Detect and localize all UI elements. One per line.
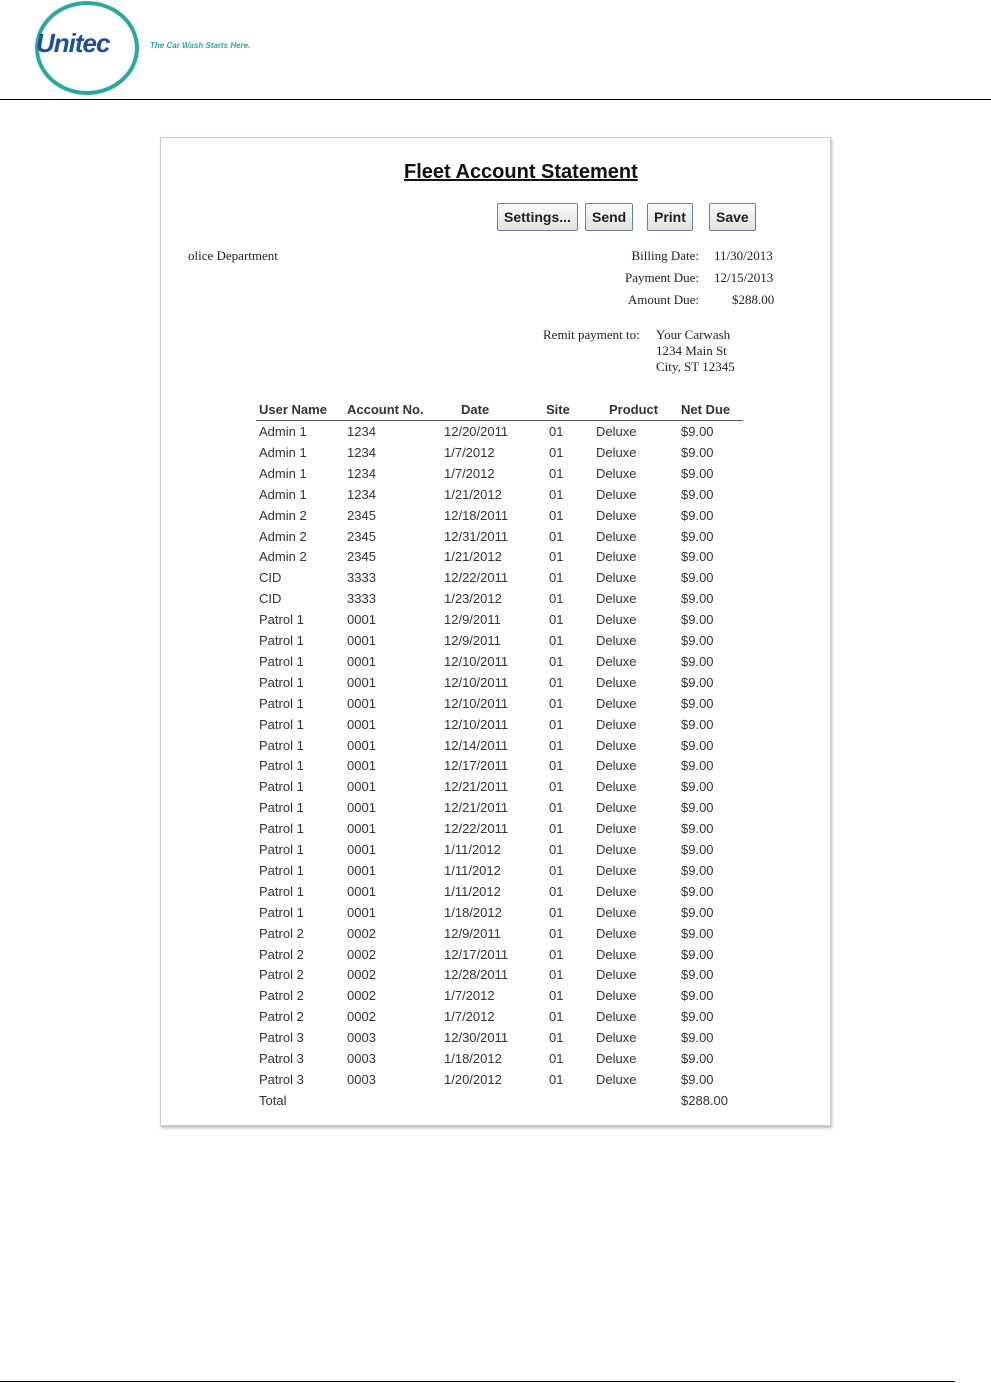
cell-site: 01 (549, 758, 564, 774)
cell-site: 01 (549, 653, 564, 669)
cell-user-name: Patrol 3 (259, 1051, 304, 1066)
payment-due: 12/15/2013 (714, 270, 774, 285)
table-row (256, 675, 743, 695)
cell-net-due: $9.00 (681, 1009, 714, 1025)
cell-user-name: Patrol 2 (259, 1009, 304, 1025)
cell-user-name: Patrol 1 (259, 758, 304, 774)
cell-date: 12/21/2011 (444, 800, 509, 816)
logo-text: Unitec (36, 28, 110, 58)
cell-net-due: $9.00 (681, 549, 714, 565)
table-row (256, 1030, 743, 1050)
cell-date: 12/31/2011 (444, 528, 509, 544)
total-value: $288.00 (681, 1092, 728, 1108)
print-button[interactable]: Print (647, 203, 693, 231)
cell-product: Deluxe (596, 465, 637, 481)
table-row (256, 947, 743, 967)
cell-net-due: $9.00 (681, 633, 714, 648)
table-row (256, 967, 743, 987)
cell-account-no: 0003 (347, 1071, 376, 1087)
cell-product: Deluxe (596, 1009, 637, 1025)
cell-date: 12/10/2011 (444, 716, 509, 732)
cell-site: 01 (549, 716, 564, 732)
cell-product: Deluxe (596, 883, 637, 899)
cell-date: 12/10/2011 (444, 653, 509, 669)
cell-site: 01 (549, 1051, 564, 1066)
cell-account-no: 1234 (347, 486, 376, 502)
table-row (256, 800, 743, 820)
cell-net-due: $9.00 (681, 507, 714, 523)
cell-net-due: $9.00 (681, 653, 714, 669)
cell-site: 01 (549, 862, 564, 878)
cell-account-no: 2345 (347, 507, 376, 523)
cell-product: Deluxe (596, 800, 637, 816)
cell-date: 1/7/2012 (444, 465, 495, 481)
cell-site: 01 (549, 591, 564, 607)
cell-user-name: Patrol 1 (259, 821, 304, 837)
cell-net-due: $9.00 (681, 904, 714, 920)
table-row (256, 487, 743, 507)
cell-account-no: 0002 (347, 967, 376, 983)
cell-net-due: $9.00 (681, 424, 714, 439)
cell-date: 1/18/2012 (444, 1051, 502, 1066)
cell-account-no: 0001 (347, 821, 376, 837)
col-site: Site (546, 402, 570, 417)
cell-account-no: 0001 (347, 633, 376, 648)
cell-product: Deluxe (596, 1071, 637, 1087)
table-row (256, 821, 743, 841)
remit-label: Remit payment to: (543, 327, 640, 342)
cell-date: 1/7/2012 (444, 444, 495, 460)
cell-net-due: $9.00 (681, 842, 714, 857)
cell-date: 12/9/2011 (444, 633, 501, 648)
table-row (256, 696, 743, 716)
settings-button[interactable]: Settings... (497, 203, 578, 231)
cell-account-no: 0003 (347, 1051, 376, 1066)
payment-due-label: Payment Due: (624, 270, 699, 285)
cell-net-due: $9.00 (681, 486, 714, 502)
customer-name: olice Department (188, 248, 278, 263)
cell-site: 01 (549, 1071, 564, 1087)
cell-product: Deluxe (596, 424, 637, 439)
cell-account-no: 0001 (347, 653, 376, 669)
cell-product: Deluxe (596, 946, 637, 962)
cell-date: 12/9/2011 (444, 612, 501, 628)
cell-product: Deluxe (596, 737, 637, 753)
cell-date: 1/7/2012 (444, 988, 495, 1004)
cell-account-no: 2345 (347, 528, 376, 544)
save-button[interactable]: Save (709, 203, 756, 231)
amount-due: $288.00 (732, 292, 775, 307)
cell-date: 1/11/2012 (444, 883, 501, 899)
remit-line: 1234 Main St (656, 343, 727, 358)
send-button[interactable]: Send (585, 203, 633, 231)
col-net-due: Net Due (681, 402, 731, 417)
cell-product: Deluxe (596, 925, 637, 941)
cell-site: 01 (549, 528, 564, 544)
cell-date: 12/10/2011 (444, 695, 509, 711)
cell-site: 01 (549, 737, 564, 753)
cell-user-name: Admin 1 (259, 424, 307, 439)
cell-net-due: $9.00 (681, 1071, 714, 1087)
cell-account-no: 0001 (347, 737, 376, 753)
cell-net-due: $9.00 (681, 883, 714, 899)
cell-site: 01 (549, 988, 564, 1004)
cell-site: 01 (549, 883, 564, 899)
statement-window (160, 137, 831, 1126)
footer-divider (0, 1381, 955, 1382)
cell-account-no: 0002 (347, 988, 376, 1004)
cell-user-name: CID (259, 591, 282, 607)
cell-product: Deluxe (596, 570, 637, 586)
cell-date: 12/30/2011 (444, 1030, 509, 1046)
cell-user-name: Admin 2 (259, 549, 307, 565)
cell-account-no: 2345 (347, 549, 376, 565)
amount-due-label: Amount Due: (627, 292, 699, 307)
table-row (256, 570, 743, 590)
table-row (256, 905, 743, 925)
cell-user-name: Patrol 1 (259, 779, 304, 795)
table-row (256, 633, 743, 653)
table-row (256, 884, 743, 904)
col-account-no: Account No. (347, 402, 424, 417)
cell-account-no: 0001 (347, 695, 376, 711)
cell-product: Deluxe (596, 549, 637, 565)
cell-date: 12/22/2011 (444, 570, 509, 586)
tagline: The Car Wash Starts Here. (150, 41, 251, 50)
cell-net-due: $9.00 (681, 821, 714, 837)
table-row (256, 926, 743, 946)
cell-user-name: Patrol 1 (259, 674, 304, 690)
cell-user-name: Patrol 1 (259, 904, 304, 920)
table-row (256, 758, 743, 778)
cell-date: 1/7/2012 (444, 1009, 495, 1025)
cell-date: 1/23/2012 (444, 591, 502, 607)
col-user-name: User Name (259, 402, 327, 417)
cell-date: 12/10/2011 (444, 674, 509, 690)
table-row (256, 988, 743, 1008)
cell-date: 12/22/2011 (444, 821, 509, 837)
cell-user-name: Admin 1 (259, 444, 307, 460)
cell-user-name: Patrol 2 (259, 946, 304, 962)
cell-date: 12/21/2011 (444, 779, 509, 795)
cell-product: Deluxe (596, 612, 637, 628)
cell-product: Deluxe (596, 779, 637, 795)
cell-site: 01 (549, 444, 564, 460)
cell-date: 1/21/2012 (444, 486, 502, 502)
cell-site: 01 (549, 946, 564, 962)
table-row (256, 654, 743, 674)
cell-product: Deluxe (596, 528, 637, 544)
cell-date: 12/14/2011 (444, 737, 509, 753)
col-product: Product (609, 402, 659, 417)
transactions-table (256, 402, 743, 1117)
billing-date-label: Billing Date: (631, 248, 699, 263)
table-row (256, 1051, 743, 1071)
total-label: Total (259, 1092, 287, 1108)
cell-net-due: $9.00 (681, 946, 714, 962)
cell-net-due: $9.00 (681, 737, 714, 753)
cell-site: 01 (549, 570, 564, 586)
cell-net-due: $9.00 (681, 528, 714, 544)
cell-net-due: $9.00 (681, 779, 714, 795)
cell-account-no: 0001 (347, 758, 376, 774)
cell-user-name: Patrol 2 (259, 967, 304, 983)
cell-site: 01 (549, 486, 564, 502)
cell-user-name: Patrol 1 (259, 612, 304, 628)
cell-account-no: 3333 (347, 570, 376, 586)
cell-account-no: 0002 (347, 1009, 376, 1025)
cell-product: Deluxe (596, 904, 637, 920)
cell-user-name: Patrol 1 (259, 737, 304, 753)
cell-account-no: 0001 (347, 883, 376, 899)
cell-product: Deluxe (596, 988, 637, 1004)
cell-account-no: 0001 (347, 716, 376, 732)
cell-net-due: $9.00 (681, 465, 714, 481)
cell-product: Deluxe (596, 716, 637, 732)
cell-product: Deluxe (596, 842, 637, 857)
remit-line: Your Carwash (656, 327, 731, 342)
cell-site: 01 (549, 549, 564, 565)
total-row (256, 1093, 743, 1113)
cell-date: 12/17/2011 (444, 758, 509, 774)
cell-site: 01 (549, 507, 564, 523)
cell-product: Deluxe (596, 591, 637, 607)
cell-user-name: Patrol 1 (259, 653, 304, 669)
header-divider (0, 99, 991, 100)
cell-site: 01 (549, 612, 564, 628)
cell-net-due: $9.00 (681, 862, 714, 878)
table-row (256, 549, 743, 569)
table-row (256, 529, 743, 549)
cell-site: 01 (549, 842, 564, 857)
table-row (256, 612, 743, 632)
cell-user-name: Patrol 1 (259, 800, 304, 816)
cell-site: 01 (549, 695, 564, 711)
cell-account-no: 0001 (347, 862, 376, 878)
cell-net-due: $9.00 (681, 758, 714, 774)
cell-net-due: $9.00 (681, 695, 714, 711)
billing-date: 11/30/2013 (714, 248, 773, 263)
table-row (256, 445, 743, 465)
header-divider (256, 420, 743, 421)
cell-user-name: Patrol 1 (259, 862, 304, 878)
cell-account-no: 0001 (347, 800, 376, 816)
cell-account-no: 1234 (347, 465, 376, 481)
cell-site: 01 (549, 633, 564, 648)
cell-net-due: $9.00 (681, 1030, 714, 1046)
cell-account-no: 0001 (347, 612, 376, 628)
cell-account-no: 0002 (347, 946, 376, 962)
cell-account-no: 3333 (347, 591, 376, 607)
cell-account-no: 0001 (347, 904, 376, 920)
cell-date: 12/20/2011 (444, 424, 509, 439)
cell-net-due: $9.00 (681, 800, 714, 816)
cell-site: 01 (549, 674, 564, 690)
cell-user-name: CID (259, 570, 282, 586)
cell-account-no: 0001 (347, 674, 376, 690)
cell-product: Deluxe (596, 967, 637, 983)
cell-product: Deluxe (596, 633, 637, 648)
table-row (256, 1009, 743, 1029)
table-row (256, 591, 743, 611)
cell-user-name: Admin 2 (259, 507, 307, 523)
cell-user-name: Admin 1 (259, 486, 307, 502)
table-row (256, 779, 743, 799)
cell-site: 01 (549, 1009, 564, 1025)
cell-site: 01 (549, 465, 564, 481)
page-title: Fleet Account Statement (404, 161, 638, 183)
cell-account-no: 0001 (347, 842, 376, 857)
cell-net-due: $9.00 (681, 674, 714, 690)
cell-date: 1/20/2012 (444, 1071, 502, 1087)
table-row (256, 1072, 743, 1092)
cell-product: Deluxe (596, 674, 637, 690)
table-row (256, 717, 743, 737)
cell-user-name: Patrol 1 (259, 842, 304, 857)
remit-line: City, ST 12345 (656, 359, 735, 374)
cell-product: Deluxe (596, 507, 637, 523)
cell-site: 01 (549, 1030, 564, 1046)
cell-account-no: 0002 (347, 925, 376, 941)
cell-account-no: 1234 (347, 424, 376, 439)
cell-user-name: Patrol 1 (259, 695, 304, 711)
cell-date: 12/28/2011 (444, 967, 509, 983)
cell-product: Deluxe (596, 821, 637, 837)
cell-user-name: Patrol 3 (259, 1030, 304, 1046)
cell-net-due: $9.00 (681, 444, 714, 460)
cell-user-name: Admin 2 (259, 528, 307, 544)
cell-product: Deluxe (596, 758, 637, 774)
cell-product: Deluxe (596, 1030, 637, 1046)
cell-date: 1/11/2012 (444, 862, 501, 878)
cell-product: Deluxe (596, 1051, 637, 1066)
cell-date: 1/18/2012 (444, 904, 502, 920)
cell-net-due: $9.00 (681, 612, 714, 628)
cell-user-name: Patrol 1 (259, 716, 304, 732)
cell-user-name: Patrol 1 (259, 633, 304, 648)
cell-product: Deluxe (596, 862, 637, 878)
cell-user-name: Patrol 2 (259, 925, 304, 941)
table-row (256, 738, 743, 758)
table-row (256, 508, 743, 528)
cell-product: Deluxe (596, 486, 637, 502)
table-header (256, 402, 743, 422)
cell-date: 1/21/2012 (444, 549, 502, 565)
cell-product: Deluxe (596, 653, 637, 669)
cell-account-no: 0003 (347, 1030, 376, 1046)
table-row (256, 424, 743, 444)
cell-user-name: Patrol 1 (259, 883, 304, 899)
cell-net-due: $9.00 (681, 570, 714, 586)
cell-date: 1/11/2012 (444, 842, 501, 857)
cell-net-due: $9.00 (681, 988, 714, 1004)
cell-account-no: 1234 (347, 444, 376, 460)
table-row (256, 863, 743, 883)
cell-date: 12/18/2011 (444, 507, 509, 523)
cell-net-due: $9.00 (681, 716, 714, 732)
cell-account-no: 0001 (347, 779, 376, 795)
col-date: Date (461, 402, 490, 417)
cell-user-name: Patrol 3 (259, 1071, 304, 1087)
cell-site: 01 (549, 967, 564, 983)
table-row (256, 466, 743, 486)
cell-site: 01 (549, 424, 564, 439)
cell-product: Deluxe (596, 695, 637, 711)
cell-date: 12/17/2011 (444, 946, 509, 962)
cell-product: Deluxe (596, 444, 637, 460)
cell-site: 01 (549, 925, 564, 941)
cell-site: 01 (549, 800, 564, 816)
cell-net-due: $9.00 (681, 1051, 714, 1066)
table-row (256, 842, 743, 862)
cell-user-name: Patrol 2 (259, 988, 304, 1004)
cell-user-name: Admin 1 (259, 465, 307, 481)
cell-net-due: $9.00 (681, 591, 714, 607)
cell-date: 12/9/2011 (444, 925, 501, 941)
cell-site: 01 (549, 904, 564, 920)
cell-net-due: $9.00 (681, 925, 714, 941)
cell-site: 01 (549, 821, 564, 837)
cell-site: 01 (549, 779, 564, 795)
cell-net-due: $9.00 (681, 967, 714, 983)
